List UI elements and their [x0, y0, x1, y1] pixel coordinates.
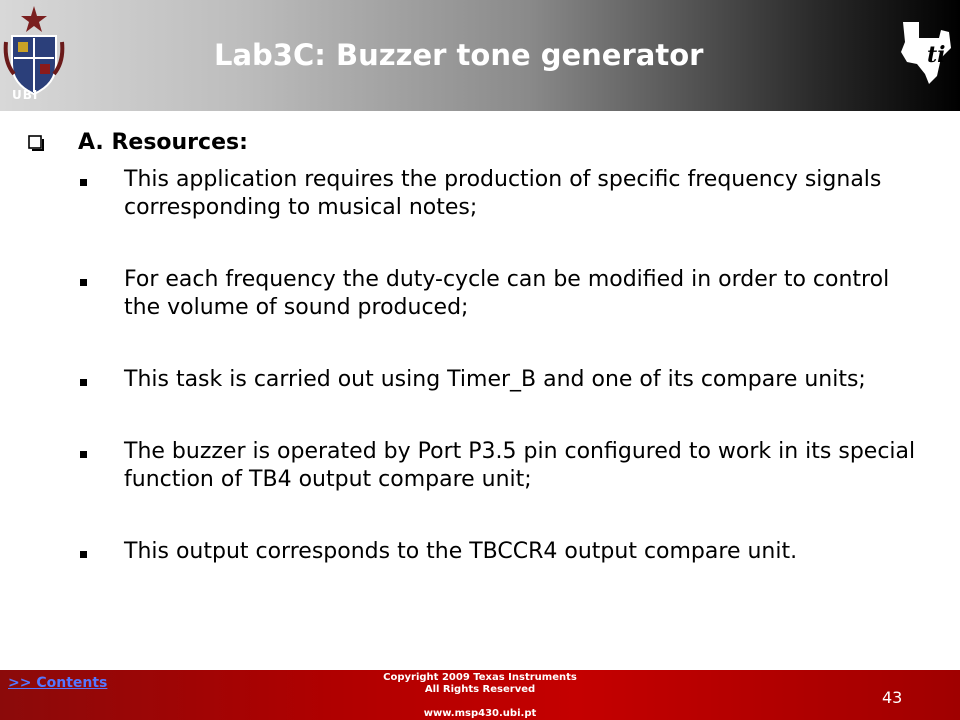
- square-bullet-icon: [80, 179, 87, 186]
- bullet-item: [28, 266, 938, 322]
- slide-title: Lab3C: Buzzer tone generator: [214, 38, 704, 72]
- slide-header: [0, 0, 960, 111]
- bullet-text: This task is carried out using Timer_B and one of its compare units;: [124, 367, 866, 392]
- bullet-item: [28, 538, 938, 566]
- square-bullet-icon: [80, 279, 87, 286]
- slide-body: [28, 130, 938, 566]
- section-heading: A. Resources:: [78, 130, 248, 155]
- bullet-text: This application requires the production of specific frequency signals corresponding to musical notes;: [124, 167, 882, 220]
- square-bullet-icon: [80, 451, 87, 458]
- bullet-item: [28, 366, 938, 394]
- bullet-item: [28, 438, 938, 494]
- contents-link[interactable]: >> Contents: [8, 675, 108, 691]
- bullet-text: The buzzer is operated by Port P3.5 pin configured to work in its special function of TB4 output compare unit;: [124, 439, 916, 492]
- page-number: 43: [882, 688, 903, 707]
- copyright-line-1: Copyright 2009 Texas Instruments: [383, 672, 577, 683]
- footer-url: www.msp430.ubi.pt: [423, 708, 537, 719]
- bullet-item: [28, 166, 938, 222]
- bullet-text: For each frequency the duty-cycle can be modified in order to control the volume of sound produced;: [124, 267, 890, 320]
- square-bullet-icon: [80, 551, 87, 558]
- square-bullet-icon: [80, 379, 87, 386]
- ubi-label: UBI: [12, 88, 39, 102]
- section-heading-row: [28, 130, 938, 166]
- copyright-notice: [330, 672, 630, 696]
- hollow-square-bullet-icon: [28, 135, 44, 151]
- svg-text:ti: ti: [927, 42, 946, 68]
- slide-footer: [0, 670, 960, 720]
- bullet-text: This output corresponds to the TBCCR4 output compare unit.: [124, 539, 798, 564]
- texas-instruments-logo: [897, 18, 955, 88]
- copyright-line-2: All Rights Reserved: [424, 684, 536, 695]
